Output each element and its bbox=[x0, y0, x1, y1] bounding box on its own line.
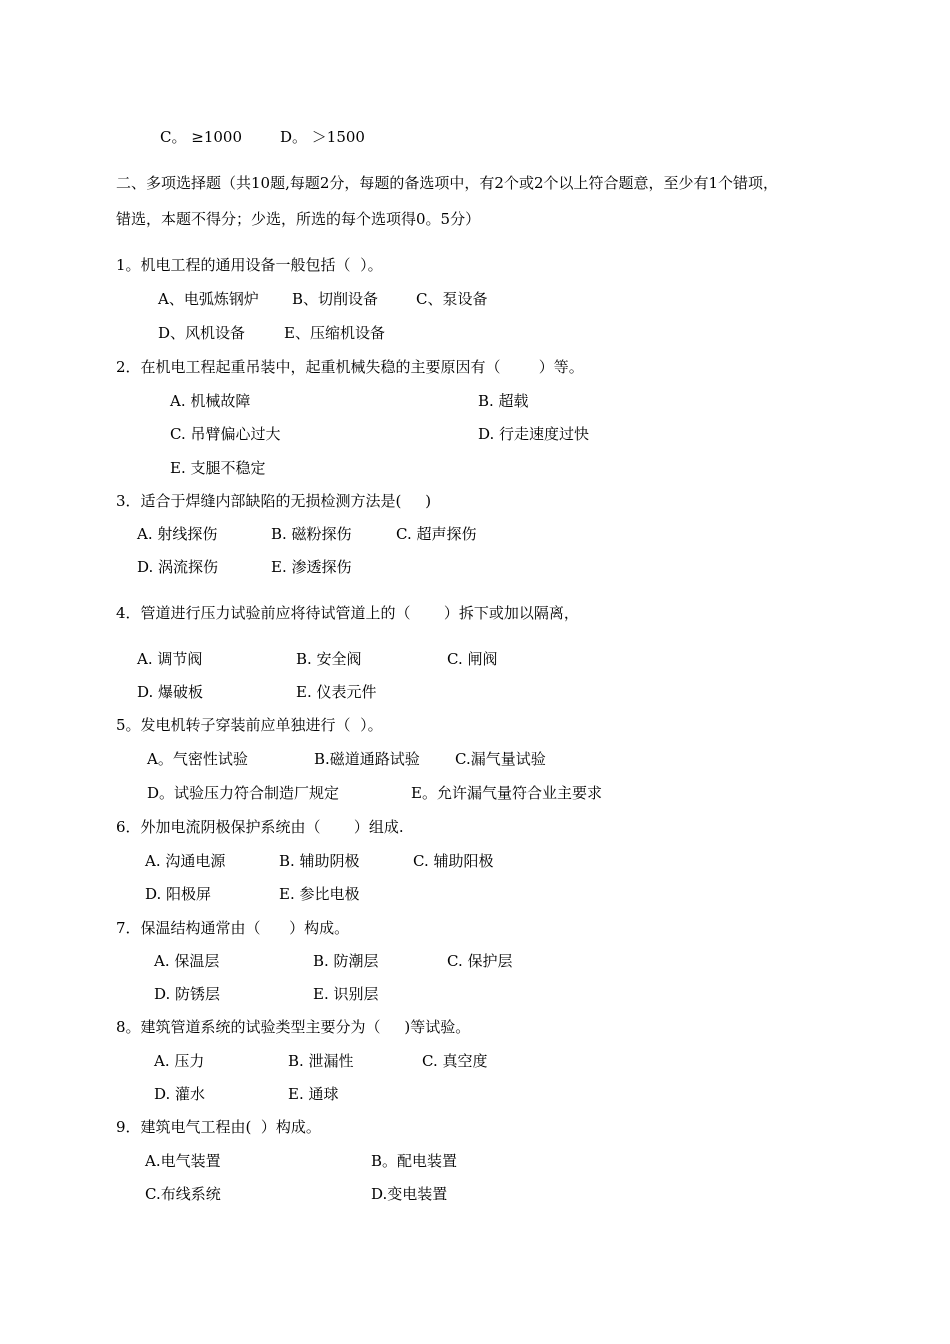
question-2-option-a: A. 机械故障 bbox=[170, 392, 251, 410]
question-6-option-c: C. 辅助阳极 bbox=[413, 852, 494, 870]
question-7-option-e: E. 识别层 bbox=[313, 985, 379, 1003]
question-8-option-d: D. 灌水 bbox=[154, 1085, 206, 1103]
question-4-option-b: B. 安全阀 bbox=[296, 650, 362, 668]
question-7-stem: 7．保温结构通常由（ ）构成。 bbox=[116, 919, 350, 937]
question-9-stem: 9．建筑电气工程由( ）构成。 bbox=[116, 1118, 321, 1136]
question-5-stem: 5。发电机转子穿装前应单独进行（ ）。 bbox=[116, 716, 383, 734]
question-6-option-b: B. 辅助阴极 bbox=[279, 852, 360, 870]
question-4-option-a: A. 调节阀 bbox=[137, 650, 203, 668]
question-8-option-c: C. 真空度 bbox=[422, 1052, 488, 1070]
question-9-option-d: D.变电装置 bbox=[371, 1185, 448, 1203]
question-8-stem: 8。建筑管道系统的试验类型主要分为（ )等试验。 bbox=[116, 1018, 471, 1036]
question-8-option-a: A. 压力 bbox=[154, 1052, 205, 1070]
question-3-option-e: E. 渗透探伤 bbox=[271, 558, 352, 576]
question-1-option-d: D、风机设备 bbox=[158, 324, 246, 342]
question-1-option-b: B、切削设备 bbox=[292, 290, 379, 308]
question-6-option-e: E. 参比电极 bbox=[279, 885, 360, 903]
question-1-stem: 1。机电工程的通用设备一般包括（ ）。 bbox=[116, 256, 383, 274]
question-1-option-e: E、压缩机设备 bbox=[284, 324, 385, 342]
question-4-option-e: E. 仪表元件 bbox=[296, 683, 377, 701]
question-6-option-d: D. 阳极屏 bbox=[145, 885, 212, 903]
question-9-option-a: A.电气装置 bbox=[145, 1152, 221, 1170]
question-3-option-a: A. 射线探伤 bbox=[137, 525, 218, 543]
question-3-option-b: B. 磁粉探伤 bbox=[271, 525, 352, 543]
question-3-stem: 3．适合于焊缝内部缺陷的无损检测方法是( ) bbox=[116, 492, 432, 510]
question-5-option-a: A。气密性试验 bbox=[147, 750, 248, 768]
question-8-option-b: B. 泄漏性 bbox=[288, 1052, 354, 1070]
question-9-option-b: B。配电装置 bbox=[371, 1152, 458, 1170]
question-7-option-c: C. 保护层 bbox=[447, 952, 513, 970]
question-7-option-b: B. 防潮层 bbox=[313, 952, 379, 970]
question-2-option-e: E. 支腿不稳定 bbox=[170, 459, 266, 477]
question-9-option-c: C.布线系统 bbox=[145, 1185, 221, 1203]
question-6-option-a: A. 沟通电源 bbox=[145, 852, 226, 870]
section-heading-line-1: 二、多项选择题（共10题,每题2分，每题的备选项中，有2个或2个以上符合题意，至少有1个错项， bbox=[116, 174, 779, 192]
option-prev-d: D。 ＞1500 bbox=[280, 128, 365, 146]
section-heading-line-2: 错选，本题不得分；少选，所选的每个选项得0。5分） bbox=[116, 210, 481, 228]
question-3-option-d: D. 涡流探伤 bbox=[137, 558, 219, 576]
question-2-option-c: C. 吊臂偏心过大 bbox=[170, 425, 281, 443]
question-8-option-e: E. 通球 bbox=[288, 1085, 339, 1103]
question-4-stem: 4．管道进行压力试验前应将待试管道上的（ ）拆下或加以隔离， bbox=[116, 604, 579, 622]
question-7-option-d: D. 防锈层 bbox=[154, 985, 221, 1003]
question-5-option-b: B.磁道通路试验 bbox=[314, 750, 420, 768]
question-7-option-a: A. 保温层 bbox=[154, 952, 220, 970]
question-4-option-d: D. 爆破板 bbox=[137, 683, 204, 701]
question-1-option-c: C、泵设备 bbox=[416, 290, 488, 308]
question-5-option-c: C.漏气量试验 bbox=[455, 750, 546, 768]
question-6-stem: 6．外加电流阴极保护系统由（ ）组成. bbox=[116, 818, 404, 836]
question-2-option-b: B. 超载 bbox=[478, 392, 529, 410]
question-1-option-a: A、电弧炼钢炉 bbox=[158, 290, 259, 308]
question-5-option-e: E。允许漏气量符合业主要求 bbox=[411, 784, 602, 802]
question-5-option-d: D。试验压力符合制造厂规定 bbox=[147, 784, 340, 802]
question-3-option-c: C. 超声探伤 bbox=[396, 525, 477, 543]
option-prev-c: C。 ≥1000 bbox=[160, 128, 242, 146]
question-4-option-c: C. 闸阀 bbox=[447, 650, 498, 668]
question-2-option-d: D. 行走速度过快 bbox=[478, 425, 590, 443]
question-2-stem: 2．在机电工程起重吊装中，起重机械失稳的主要原因有（ ）等。 bbox=[116, 358, 584, 376]
